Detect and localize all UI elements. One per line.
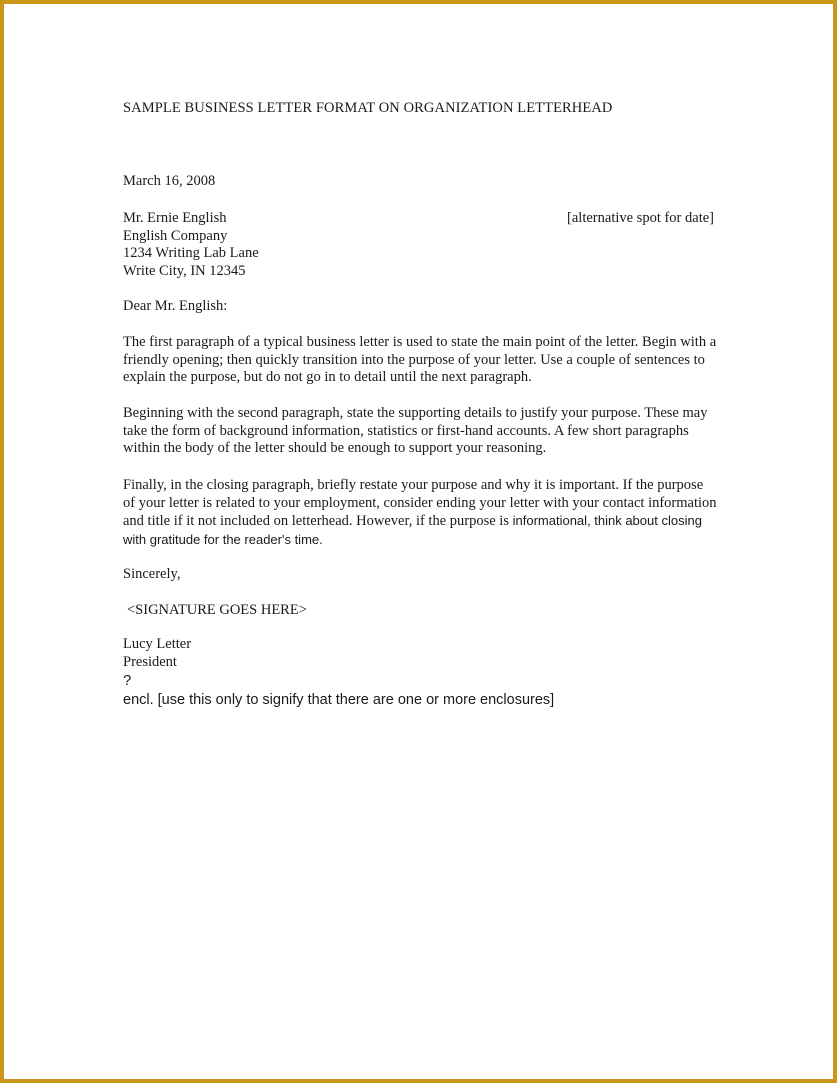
letter-date: March 16, 2008 bbox=[123, 173, 216, 189]
signer-title: President bbox=[123, 653, 177, 670]
letter-heading: SAMPLE BUSINESS LETTER FORMAT ON ORGANIZATION LETTERHEAD bbox=[123, 100, 613, 116]
body-paragraph-3-sans-text: informational, think about closing with gratitude for the reader's time. bbox=[123, 513, 702, 547]
recipient-name: Mr. Ernie English bbox=[123, 210, 227, 226]
body-paragraph-3 bbox=[123, 477, 718, 549]
stray-question-mark: ? bbox=[123, 672, 132, 689]
recipient-city: Write City, IN 12345 bbox=[123, 262, 246, 279]
recipient-address-block bbox=[123, 210, 259, 280]
recipient-street: 1234 Writing Lab Lane bbox=[123, 245, 259, 262]
signature-placeholder: <SIGNATURE GOES HERE> bbox=[127, 602, 307, 618]
body-paragraph-3-text: Finally, in the closing paragraph, briefly restate your purpose and why it is important. If the purpose of your letter is related to your employment, consider ending your letter with your contact information and title if it not included on letterhead. However, if the purpose is bbox=[123, 477, 717, 530]
signer-name: Lucy Letter bbox=[123, 636, 192, 652]
alternative-date-note: [alternative spot for date] bbox=[567, 210, 714, 226]
body-paragraph-1: The first paragraph of a typical business letter is used to state the main point of the letter. Begin with a friendly opening; then quickly transition into the purpose of your letter. Use a couple of sentences to explain the purpose, but do not go in to detail until the next paragraph. bbox=[123, 334, 717, 386]
recipient-company: English Company bbox=[123, 227, 228, 244]
closing: Sincerely, bbox=[123, 566, 181, 582]
signer-block bbox=[123, 636, 191, 671]
salutation: Dear Mr. English: bbox=[123, 298, 228, 314]
body-paragraph-2: Beginning with the second paragraph, state the supporting details to justify your purpose. These may take the form of background information, statistics or first-hand accounts. A few short paragraphs within the body of the letter should be enough to support your reasoning. bbox=[123, 405, 708, 457]
enclosure-note: encl. [use this only to signify that there are one or more enclosures] bbox=[123, 692, 555, 708]
